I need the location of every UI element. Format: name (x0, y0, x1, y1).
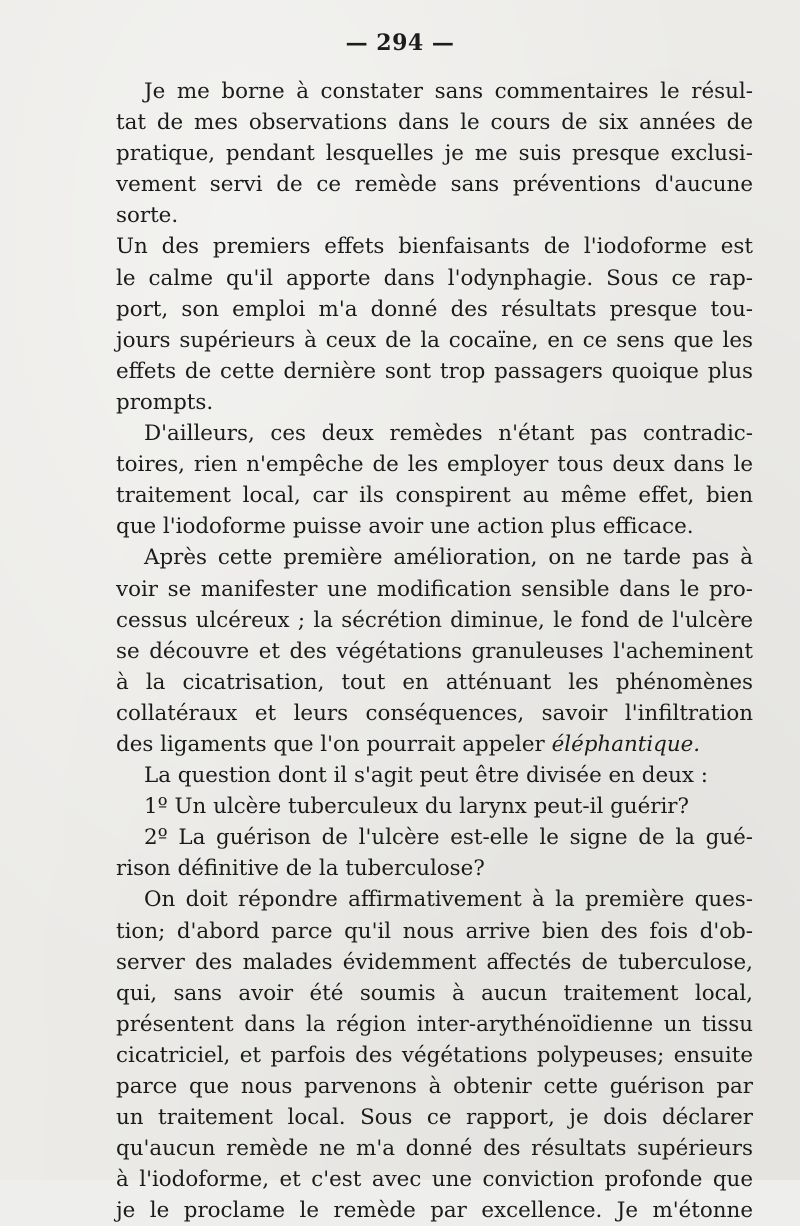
text-line-content: un traitement local. Sous ce rapport, je dois déclarer (116, 1105, 753, 1131)
text-line (116, 418, 753, 449)
text-line (116, 978, 753, 1009)
text-line (116, 760, 753, 791)
text-line-content: qui, sans avoir été soumis à aucun traitement local, (116, 980, 753, 1006)
text-line (116, 138, 753, 169)
text-line-content: La question dont il s'agit peut être divisée en deux : (144, 763, 708, 789)
text-line-content: à la cicatrisation, tout en atténuant les phénomènes (116, 669, 753, 695)
text-line (116, 325, 753, 356)
text-line (116, 294, 753, 325)
text-line-content: D'ailleurs, ces deux remèdes n'étant pas contradic- (144, 421, 753, 447)
text-line-content: rison définitive de la tuberculose? (116, 856, 485, 882)
text-line-content: tat de mes observations dans le cours de six années de (116, 110, 753, 136)
text-line (116, 853, 753, 884)
text-line (116, 169, 753, 200)
text-line (116, 200, 753, 231)
text-line (116, 76, 753, 107)
text-line (116, 1195, 753, 1226)
text-line (116, 1040, 753, 1071)
text-line-content: que l'iodoforme puisse avoir une action plus efficace. (116, 514, 694, 540)
text-line-content: Un des premiers effets bienfaisants de l'iodoforme est (116, 234, 753, 260)
text-line-content: cicatriciel, et parfois des végétations polypeuses; ensuite (116, 1042, 753, 1068)
text-line-content: voir se manifester une modification sensible dans le pro- (116, 576, 753, 602)
text-line-content: sorte. (116, 203, 179, 229)
text-line-content: Après cette première amélioration, on ne tarde pas à (144, 545, 753, 571)
text-line (116, 947, 753, 978)
text-line-content: des ligaments que l'on pourrait appeler (116, 731, 552, 757)
text-line-content: On doit répondre affirmativement à la première ques- (144, 887, 753, 913)
text-line (116, 542, 753, 573)
text-line (116, 387, 753, 418)
text-line (116, 822, 753, 853)
text-line-content: se découvre et des végétations granuleuses l'acheminent (116, 638, 753, 664)
text-line-content: qu'aucun remède ne m'a donné des résultats supérieurs (116, 1136, 753, 1162)
text-line (116, 574, 753, 605)
text-line (116, 791, 753, 822)
text-line (116, 1009, 753, 1040)
text-line-content: traitement local, car ils conspirent au même effet, bien (116, 483, 753, 509)
text-line-content: effets de cette dernière sont trop passagers quoique plus (116, 358, 753, 384)
text-line-content: cessus ulcéreux ; la sécrétion diminue, le fond de l'ulcère (116, 607, 753, 633)
text-line-content: présentent dans la région inter-arythénoïdienne un tissu (116, 1011, 753, 1037)
text-line (116, 1071, 753, 1102)
text-line (116, 231, 753, 262)
italic-word: éléphantique. (551, 731, 701, 757)
text-line-content: port, son emploi m'a donné des résultats presque tou- (116, 296, 753, 322)
text-line (116, 107, 753, 138)
text-line (116, 729, 753, 760)
text-line (116, 667, 753, 698)
text-line (116, 263, 753, 294)
text-line (116, 1133, 753, 1164)
text-line (116, 1102, 753, 1133)
text-line (116, 636, 753, 667)
text-line (116, 356, 753, 387)
text-line (116, 480, 753, 511)
text-line-content: je le proclame le remède par excellence. Je m'étonne (116, 1198, 753, 1224)
text-line (116, 884, 753, 915)
text-line (116, 698, 753, 729)
text-line (116, 605, 753, 636)
text-line-content: jours supérieurs à ceux de la cocaïne, en ce sens que les (116, 327, 753, 353)
text-line-content: toires, rien n'empêche de les employer tous deux dans le (116, 452, 753, 478)
text-line-content: pratique, pendant lesquelles je me suis presque exclusi- (116, 141, 753, 167)
text-line-content: à l'iodoforme, et c'est avec une conviction profonde que (116, 1167, 753, 1193)
text-line-content: tion; d'abord parce qu'il nous arrive bien des fois d'ob- (116, 918, 753, 944)
text-line-content: le calme qu'il apporte dans l'odynphagie. Sous ce rap- (116, 265, 753, 291)
text-line-content: collatéraux et leurs conséquences, savoir l'infiltration (116, 700, 753, 726)
text-line-content: 2º La guérison de l'ulcère est-elle le signe de la gué- (144, 825, 753, 851)
text-line-content: 1º Un ulcère tuberculeux du larynx peut-il guérir? (144, 794, 689, 820)
text-line (116, 449, 753, 480)
text-line-content: Je me borne à constater sans commentaires le résul- (144, 79, 753, 104)
text-line (116, 916, 753, 947)
text-line-content: server des malades évidemment affectés de tuberculose, (116, 949, 753, 975)
text-line-content: prompts. (116, 389, 214, 415)
page-number: — 294 — (345, 30, 455, 56)
text-line-content: vement servi de ce remède sans préventions d'aucune (116, 172, 753, 198)
text-line (116, 511, 753, 542)
body-text (116, 76, 753, 1226)
text-line-content: parce que nous parvenons à obtenir cette guérison par (116, 1074, 753, 1099)
